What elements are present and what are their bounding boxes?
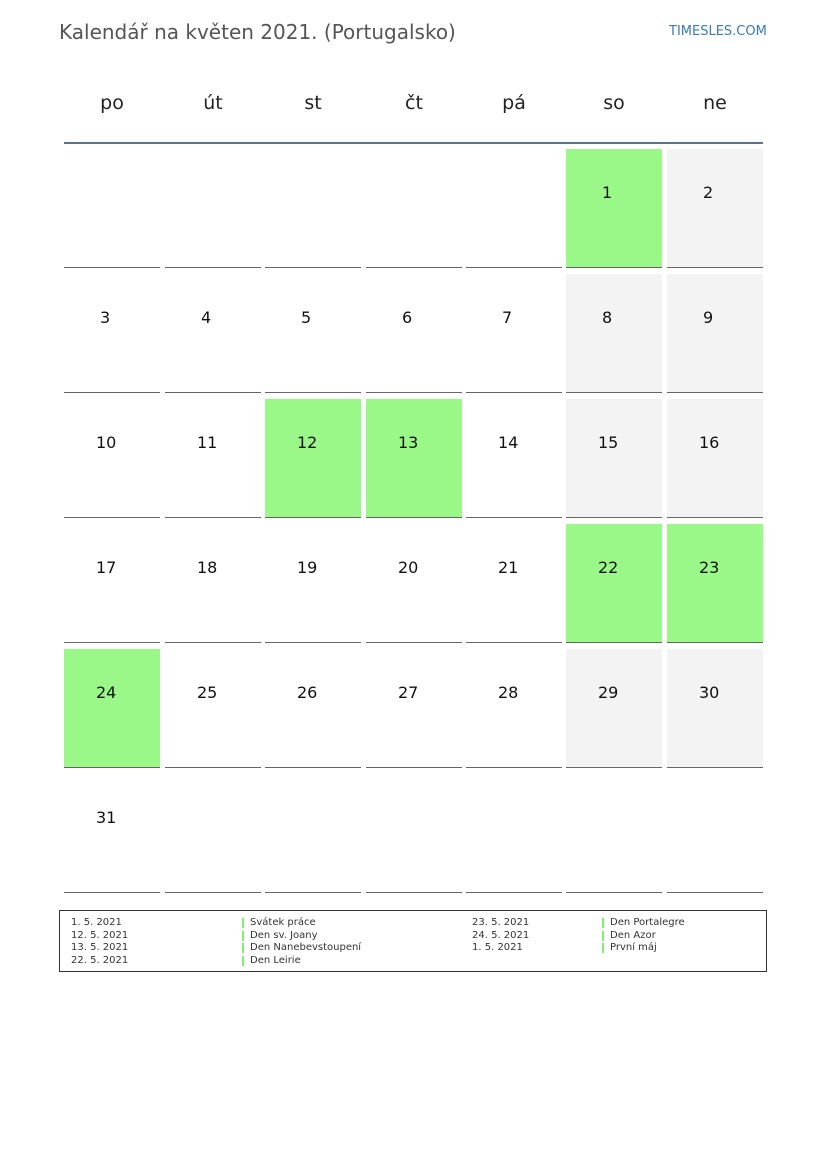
day-cell [165,274,261,393]
day-cell [64,649,160,768]
day-cell [366,274,462,393]
day-cell [466,399,562,518]
weekday-label: pá [502,92,526,114]
legend-date: 22. 5. 2021 [71,954,129,966]
day-cell [667,399,763,518]
day-cell [667,149,763,268]
day-number: 26 [297,683,318,702]
day-number: 6 [402,308,413,327]
day-cell [667,649,763,768]
day-cell [566,149,662,268]
legend-holiday-name: Den Portalegre [610,917,685,928]
legend-holiday-name: První máj [610,942,657,954]
day-cell [165,399,261,518]
day-number: 16 [699,433,720,452]
day-number: 24 [96,683,117,702]
day-number: 20 [398,558,419,577]
empty-day-cell [366,149,462,268]
day-cell [566,649,662,768]
empty-day-cell [165,774,261,893]
day-cell [466,524,562,643]
day-number: 31 [96,808,117,827]
day-cell [265,649,361,768]
day-cell [366,524,462,643]
brand-link[interactable]: TIMESLES.COM [669,24,767,39]
day-cell [165,649,261,768]
legend-holiday-name: Den sv. Joany [250,929,318,941]
empty-day-cell [265,774,361,893]
legend-date: 1. 5. 2021 [472,942,523,954]
day-number: 19 [297,558,318,577]
legend-holiday-name: Den Leirie [250,954,301,966]
legend-holiday-name: Svátek práce [250,917,316,928]
day-number: 9 [703,308,714,327]
day-number: 12 [297,433,318,452]
empty-day-cell [366,774,462,893]
empty-day-cell [466,149,562,268]
day-number: 22 [598,558,619,577]
day-number: 2 [703,183,714,202]
empty-day-cell [566,774,662,893]
day-number: 4 [201,308,212,327]
day-cell [566,524,662,643]
day-cell [366,399,462,518]
day-number: 14 [498,433,519,452]
legend-date: 12. 5. 2021 [71,929,129,941]
day-number: 30 [699,683,720,702]
day-number: 15 [598,433,619,452]
weekday-label: út [203,92,223,114]
day-cell [566,399,662,518]
day-cell [165,524,261,643]
day-number: 27 [398,683,419,702]
day-cell [64,399,160,518]
empty-day-cell [265,149,361,268]
day-cell [64,774,160,893]
legend-date: 1. 5. 2021 [71,917,122,928]
weekday-label: ne [703,92,727,114]
day-number: 29 [598,683,619,702]
day-number: 25 [197,683,218,702]
day-cell [265,524,361,643]
day-number: 5 [301,308,312,327]
day-number: 10 [96,433,117,452]
day-cell [265,274,361,393]
weekday-label: st [304,92,322,114]
day-number: 23 [699,558,720,577]
empty-day-cell [466,774,562,893]
legend-date: 13. 5. 2021 [71,942,129,954]
day-cell [667,524,763,643]
empty-day-cell [667,774,763,893]
day-number: 11 [197,433,218,452]
day-cell [566,274,662,393]
legend-holiday-name: Den Nanebevstoupení [250,942,362,954]
day-number: 7 [502,308,513,327]
legend-holiday-name: Den Azor [610,929,656,941]
day-number: 8 [602,308,613,327]
header-divider [64,142,763,144]
weekday-label: po [100,92,124,114]
day-cell [667,274,763,393]
weekday-label: so [603,92,625,114]
day-cell [265,399,361,518]
day-number: 13 [398,433,419,452]
day-number: 18 [197,558,218,577]
empty-day-cell [64,149,160,268]
legend-date: 24. 5. 2021 [472,929,530,941]
day-number: 17 [96,558,117,577]
day-cell [64,524,160,643]
holiday-legend [59,910,767,972]
day-number: 3 [100,308,111,327]
day-cell [366,649,462,768]
empty-day-cell [165,149,261,268]
legend-date: 23. 5. 2021 [472,917,530,928]
day-cell [64,274,160,393]
day-cell [466,649,562,768]
weekday-label: čt [405,92,423,114]
day-number: 21 [498,558,519,577]
day-cell [466,274,562,393]
day-number: 1 [602,183,613,202]
page-title: Kalendář na květen 2021. (Portugalsko) [59,20,456,44]
day-number: 28 [498,683,519,702]
